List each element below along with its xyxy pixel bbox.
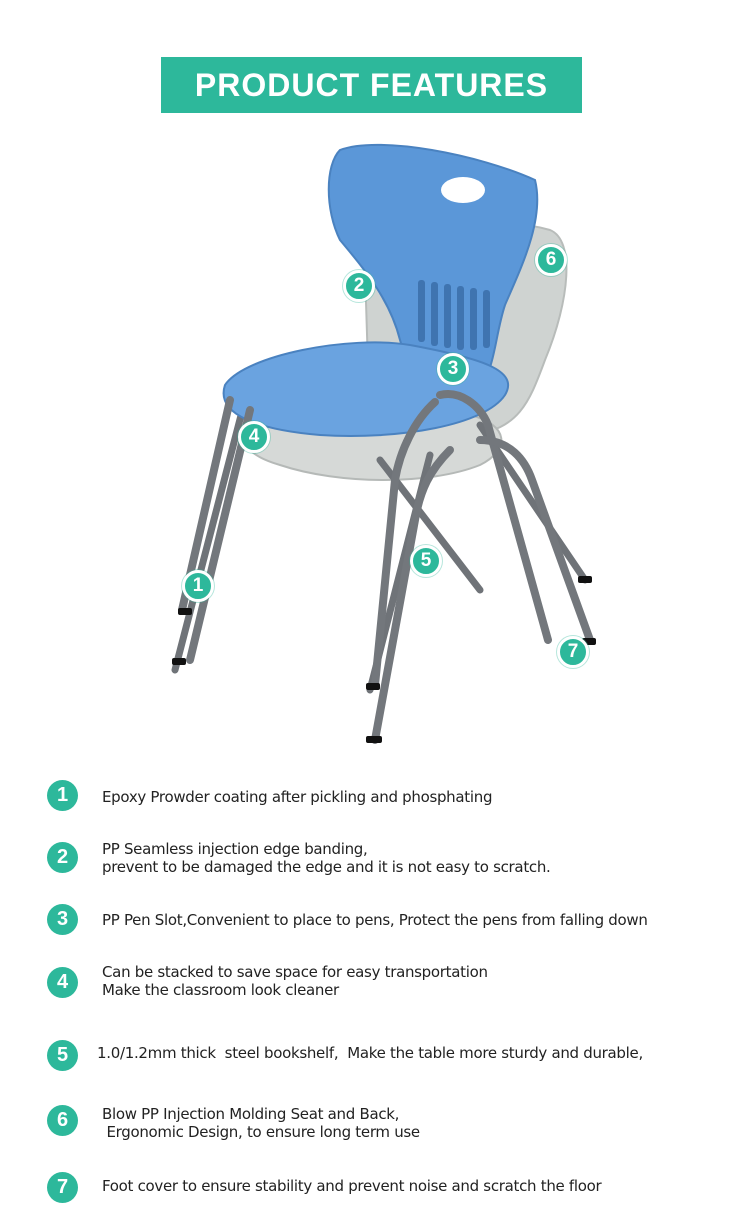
callout-marker-2: 2 <box>343 270 375 302</box>
stacked-chairs-image <box>150 130 620 750</box>
feature-description: Epoxy Prowder coating after pickling and phosphating <box>102 788 493 806</box>
feature-number-badge: 7 <box>47 1172 78 1203</box>
callout-marker-5: 5 <box>410 545 442 577</box>
feature-number-badge: 3 <box>47 904 78 935</box>
feature-description: Can be stacked to save space for easy transportation Make the classroom look cleaner <box>102 963 488 999</box>
feature-description: 1.0/1.2mm thick steel bookshelf, Make the table more sturdy and durable, <box>97 1044 643 1062</box>
feature-description: PP Pen Slot,Convenient to place to pens, Protect the pens from falling down <box>102 911 648 929</box>
feature-description: Blow PP Injection Molding Seat and Back, Ergonomic Design, to ensure long term use <box>102 1105 420 1141</box>
feature-description: PP Seamless injection edge banding, prevent to be damaged the edge and it is not easy to scratch. <box>102 840 551 876</box>
callout-marker-3: 3 <box>437 353 469 385</box>
feature-description: Foot cover to ensure stability and prevent noise and scratch the floor <box>102 1177 602 1195</box>
callout-marker-6: 6 <box>535 244 567 276</box>
feature-number-badge: 5 <box>47 1040 78 1071</box>
page-title-banner <box>161 57 582 113</box>
feature-number-badge: 6 <box>47 1105 78 1136</box>
callout-marker-7: 7 <box>557 636 589 668</box>
callout-marker-1: 1 <box>182 570 214 602</box>
feature-number-badge: 1 <box>47 780 78 811</box>
feature-number-badge: 2 <box>47 842 78 873</box>
callout-marker-4: 4 <box>238 421 270 453</box>
backrest-handle-hole <box>441 177 485 203</box>
page-title: PRODUCT FEATURES <box>194 66 549 103</box>
feature-number-badge: 4 <box>47 967 78 998</box>
